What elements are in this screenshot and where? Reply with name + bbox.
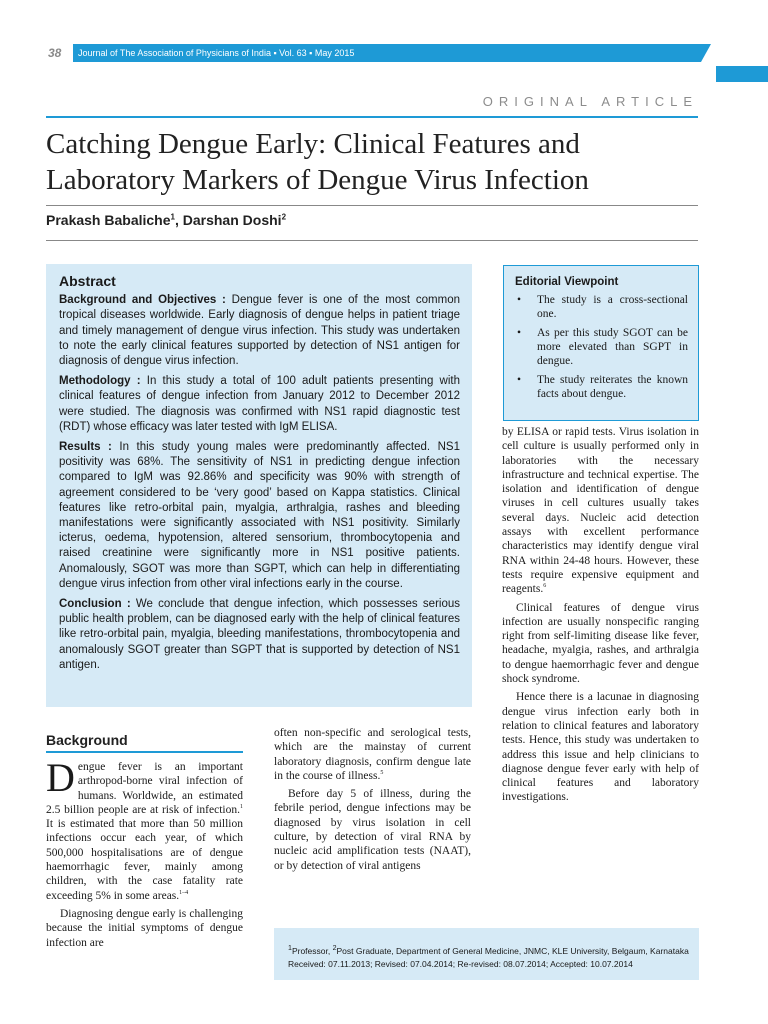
- abstract-label: Results :: [59, 441, 112, 454]
- title-line-1: Catching Dengue Early: Clinical Features and: [46, 128, 580, 160]
- author-name: Darshan Doshi: [182, 212, 282, 228]
- affiliation-mark: 1: [288, 944, 292, 952]
- author-rule: [46, 240, 698, 241]
- header-bar-wedge: [701, 44, 711, 62]
- abstract-background: [59, 293, 460, 369]
- citation-ref: 5: [380, 770, 384, 777]
- abstract-text: Dengue fever is one of the most common tropical diseases worldwide. Early diagnosis of dengue helps in patient triage and timely management of dengue virus infection. This study was undertaken to note the early clinical features supported by detection of NS1 antigen for diagnosis of dengue virus infection.: [59, 294, 460, 368]
- title-rule: [46, 205, 698, 206]
- footnote-affiliations: [288, 942, 691, 958]
- editorial-heading: Editorial Viewpoint: [515, 276, 619, 288]
- list-item: • The study reiterates the known facts about dengue.: [515, 373, 688, 401]
- author-affiliation-mark: 2: [281, 212, 287, 222]
- abstract-text: In this study a total of 100 adult patients presenting with clinical features of dengue infection from January 2012 to December 2012 were studied. The diagnosis was confirmed with NS1 rapid diagnostic test (RDT) whose efficacy was later tested with IgM ELISA.: [59, 375, 460, 433]
- paragraph-text: engue fever is an important arthropod-borne viral infection of humans. Worldwide, an estimated 2.5 billion people are at risk of infection.: [46, 761, 243, 816]
- affiliation-footnote: [274, 928, 699, 980]
- paragraph-text: by ELISA or rapid tests. Virus isolation in cell culture is usually performed only in laboratories with the necessary infrastructure and technical expertise. The isolation and identification of dengue viruses in cell cultures usually takes several days. Nucleic acid detection assays with excellent performance characteristics may identify dengue viral RNA within 24-48 hours. However, these tests require expensive equipment and reagents.: [502, 426, 699, 596]
- body-column-left: [46, 755, 243, 954]
- abstract-heading: Abstract: [59, 273, 116, 289]
- paragraph-text: often non-specific and serological tests, which are the mainstay of current laboratory diagnosis, confirm dengue late in the course of illness.: [274, 727, 471, 782]
- body-paragraph: [502, 425, 699, 597]
- footnote-text: Post Graduate, Department of General Medicine, JNMC, KLE University, Belgaum, Karnataka: [336, 945, 689, 956]
- background-heading: Background: [46, 732, 243, 753]
- list-item: • As per this study SGOT can be more elevated than SGPT in dengue.: [515, 326, 688, 368]
- section-label: ORIGINAL ARTICLE: [482, 94, 698, 109]
- list-item: • The study is a cross-sectional one.: [515, 293, 688, 321]
- section-rule: [46, 116, 698, 118]
- abstract-conclusion: [59, 597, 460, 673]
- body-paragraph: [46, 755, 243, 903]
- body-paragraph: Before day 5 of illness, during the febrile period, dengue infections may be diagnosed by virus isolation in cell culture, by detection of viral RNA by nucleic acid amplification tests (NAAT), or by detection of viral antigens: [274, 788, 471, 872]
- footnote-dates: Received: 07.11.2013; Revised: 07.04.2014; Re-revised: 08.07.2014; Accepted: 10.07.2014: [288, 958, 633, 969]
- journal-citation: Journal of The Association of Physicians of India ▪ Vol. 63 ▪ May 2015: [78, 48, 355, 58]
- page-number: 38: [48, 46, 62, 60]
- abstract-text: In this study young males were predominantly affected. NS1 positivity was 68%. The sensitivity of NS1 in predicting dengue infection compared to IgM was 92.86% and specificity was 90% with strength of agreement considered to be ‘very good’ based on Kappa statistics. Clinical features like retro-orbital pain, myalgia, arthralgia, rashes and bleeding manifestations were significantly associated with NS1 positivity. Similarly icterus, oedema, hypotension, altered sensorium, thrombocytopenia and raised creatinine were significantly more in NS1 positive patients. Anomalously, SGOT was more than SGPT, which can help in differentiating dengue virus infection from other viral infections early in the course.: [59, 441, 460, 590]
- citation-ref: 1: [240, 804, 243, 811]
- footnote-text: Professor,: [291, 945, 333, 956]
- title-line-2: Laboratory Markers of Dengue Virus Infection: [46, 164, 589, 196]
- article-title: [46, 126, 706, 198]
- body-column-right: [502, 425, 699, 809]
- author-affiliation-mark: 1: [170, 212, 175, 222]
- body-paragraph: Clinical features of dengue virus infection are usually nonspecific ranging right from self-limiting disease like fever, headache, myalgia, rashes, and arthralgia to dengue haemorrhagic fever and dengue shock syndrome.: [502, 601, 699, 686]
- paragraph-text: It is estimated that more than 50 million infections occur each year, of which 500,000 hospitalisations are of dengue haemorrhagic fever, mainly among children, with the case fatality rate exceeding 5% in some areas.: [46, 818, 243, 902]
- author-separator: ,: [174, 212, 183, 228]
- body-column-middle: [274, 726, 471, 877]
- editorial-list: [515, 293, 688, 401]
- abstract-box: [46, 264, 472, 707]
- abstract-results: [59, 440, 460, 592]
- abstract-label: Conclusion :: [59, 598, 131, 611]
- abstract-methodology: [59, 374, 460, 435]
- abstract-label: Background and Objectives :: [59, 294, 226, 307]
- affiliation-mark: 2: [332, 944, 337, 952]
- drop-cap: D: [46, 755, 75, 800]
- author-line: [46, 212, 286, 228]
- abstract-text: We conclude that dengue infection, which possesses serious public health problem, can be diagnosed early with the help of clinical features like retro-orbital pain, myalgia, bleeding manifestations, thrombocytopenia and anomalously SGOT greater than SGPT that is supported by detection of NS1 antigen.: [59, 598, 460, 671]
- citation-ref: 6: [543, 583, 547, 590]
- page-edge-tab: [716, 66, 768, 82]
- citation-ref: 1–4: [179, 889, 189, 896]
- body-paragraph: Diagnosing dengue early is challenging because the initial symptoms of dengue infection are: [46, 907, 243, 949]
- author-name: Prakash Babaliche: [46, 212, 171, 228]
- body-paragraph: [274, 726, 471, 783]
- body-paragraph: Hence there is a lacunae in diagnosing dengue virus infection early both in relation to clinical features and laboratory tests. Hence, this study was undertaken to address this issue and help clinicians to diagnose dengue fever early with help of clinical features and laboratory investigations.: [502, 691, 699, 804]
- abstract-label: Methodology :: [59, 375, 141, 388]
- editorial-viewpoint-box: [503, 265, 699, 421]
